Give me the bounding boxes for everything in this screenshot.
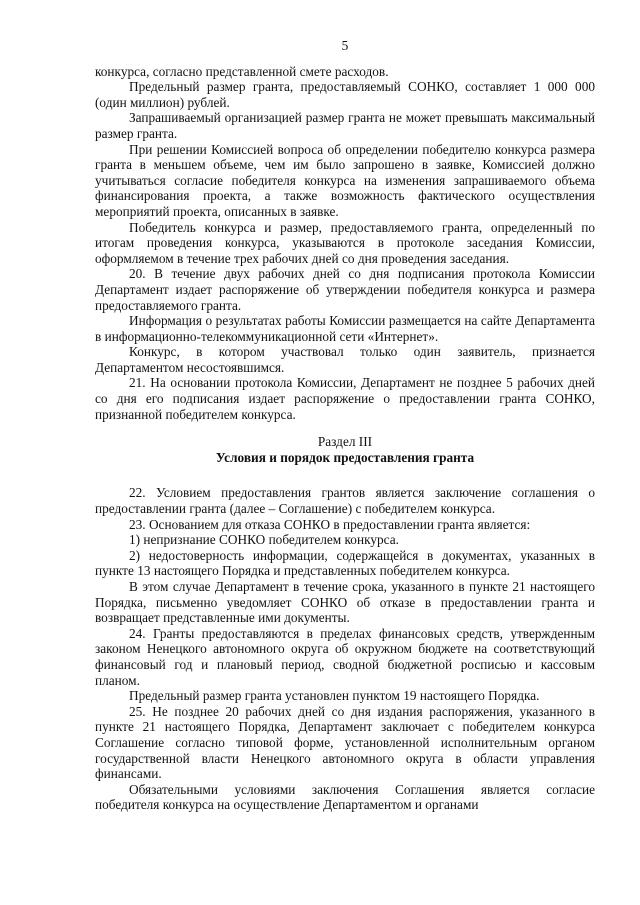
paragraph: Запрашиваемый организацией размер гранта не может превышать максимальный размер гранта. — [95, 110, 595, 141]
paragraph: Предельный размер гранта установлен пунктом 19 настоящего Порядка. — [129, 688, 540, 704]
paragraph: 24. Гранты предоставляются в пределах финансовых средств, утвержденным законом Ненецкого автономного округа об окружном бюджете на соответствующий финансовый год и плановый период, сводной бюджетной росписью и кассовым планом. — [95, 625, 595, 688]
paragraph: Победитель конкурса и размер, предоставляемого гранта, определенный по итогам проведения конкурса, указываются в протоколе заседания Комиссии, оформляемом в течение трех рабочих дней со дня проведения заседания. — [95, 219, 595, 266]
body-text-before-section — [95, 64, 595, 423]
page-number: 5 — [341, 38, 349, 53]
paragraph: 22. Условием предоставления грантов является заключение соглашения о предоставлении гранта (далее – Соглашение) с победителем конкурса. — [95, 485, 595, 517]
paragraph: Информация о результатах работы Комиссии размещается на сайте Департамента в информационно-телекоммуникационной сети «Интернет». — [95, 313, 595, 344]
paragraph: Обязательными условиями заключения Соглашения является согласие победителя конкурса на осуществление Департаментом и органами — [95, 781, 595, 813]
document-page — [95, 38, 595, 813]
paragraph: 21. На основании протокола Комиссии, Департамент не позднее 5 рабочих дней со дня его подписания издает распоряжение о предоставлении гранта СОНКО, признанной победителем конкурса. — [95, 375, 595, 422]
paragraph: 2) недостоверность информации, содержащейся в документах, указанных в пункте 13 настоящего Порядка и представленных победителем конкурса. — [95, 547, 595, 579]
paragraph: Конкурс, в котором участвовал только один заявитель, признается Департаментом несостоявшимся. — [95, 344, 595, 375]
paragraph: При решении Комиссией вопроса об определении победителю конкурса размера гранта в меньшем объеме, чем им было запрошено в заявке, Комиссией должно учитываться согласие победителя конкурса на изменения запрашиваемого объема финансирования проекта, а также возможность фактического осуществления мероприятий проекта, описанных в заявке. — [95, 141, 595, 219]
paragraph: В этом случае Департамент в течение срока, указанного в пункте 21 настоящего Порядка, письменно уведомляет СОНКО об отказе в предоставлении гранта и возвращает представленные ими документы. — [95, 579, 595, 626]
paragraph: конкурса, согласно представленной смете расходов. — [95, 63, 389, 79]
paragraph: Предельный размер гранта, предоставляемый СОНКО, составляет 1 000 000 (один миллион) рублей. — [95, 79, 595, 110]
section-number: Раздел III — [317, 434, 373, 450]
body-text-after-section — [95, 485, 595, 812]
paragraph: 23. Основанием для отказа СОНКО в предоставлении гранта является: — [129, 516, 531, 532]
paragraph: 20. В течение двух рабочих дней со дня подписания протокола Комиссии Департамент издает распоряжение об утверждении победителя конкурса и размера предоставляемого гранта. — [95, 266, 595, 313]
section-title: Условия и порядок предоставления гранта — [215, 449, 475, 465]
paragraph: 1) непризнание СОНКО победителем конкурса. — [129, 532, 399, 548]
paragraph: 25. Не позднее 20 рабочих дней со дня издания распоряжения, указанного в пункте 21 настоящего Порядка, Департамент заключает с победителем конкурса Соглашение согласно типовой форме, установленной исполнительным органом государственной власти Ненецкого автономного округа в области управления финансами. — [95, 703, 595, 782]
